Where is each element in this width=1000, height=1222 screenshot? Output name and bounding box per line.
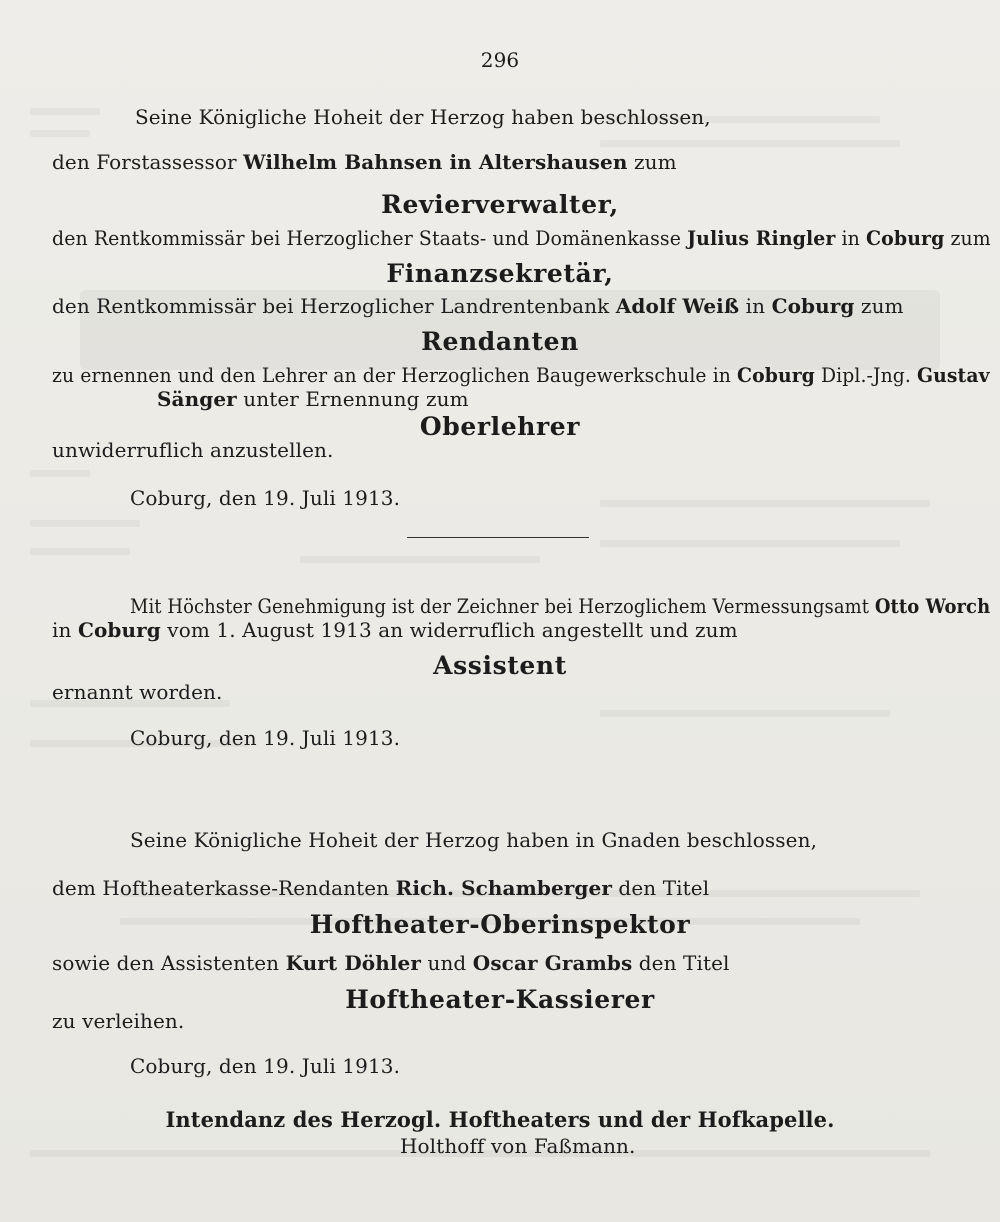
title-finanzsekretaer: Finanzsekretär, [386,259,614,288]
s1-date: Coburg, den 19. Juli 1913. [130,486,401,510]
s2-date: Coburg, den 19. Juli 1913. [130,726,401,750]
s3-line-4: zu verleihen. [52,1009,185,1033]
title-oberinspektor: Hoftheater-Oberinspektor [309,910,691,939]
s3-date: Coburg, den 19. Juli 1913. [130,1054,401,1078]
s2-line-3: ernannt worden. [52,680,223,704]
name-saenger-first: Gustav [917,363,990,387]
title-oberlehrer: Oberlehrer [419,412,581,441]
title-rendanten: Rendanten [421,327,579,356]
name-bahnsen: Wilhelm Bahnsen in Altershausen [243,150,628,174]
name-ringler: Julius Ringler [687,226,836,250]
s3-line-2: dem Hoftheaterkasse-Rendanten Rich. Schamberger den Titel [52,876,710,900]
title-assistent: Assistent [433,651,567,680]
page-number: 296 [480,48,520,72]
s1-line-3: den Rentkommissär bei Herzoglicher Staats- und Domänenkasse Julius Ringler in Coburg zum [52,226,991,250]
s2-line-1: Mit Höchster Genehmigung ist der Zeichner bei Herzoglichem Vermessungsamt Otto Worch [130,594,991,618]
title-revierverwalter: Revierverwalter, [381,190,619,219]
s3-line-3: sowie den Assistenten Kurt Döhler und Oscar Grambs den Titel [52,951,730,975]
name-doehler: Kurt Döhler [285,951,422,975]
s3-line-1: Seine Königliche Hoheit der Herzog haben in Gnaden beschlossen, [130,828,818,852]
s1-line-2: den Forstassessor Wilhelm Bahnsen in Altershausen zum [52,150,677,174]
s1-line-4: den Rentkommissär bei Herzoglicher Landrentenbank Adolf Weiß in Coburg zum [52,294,904,318]
s1-line-1: Seine Königliche Hoheit der Herzog haben beschlossen, [135,105,711,129]
s1-line-6: Sänger unter Ernennung zum [157,387,469,411]
name-saenger: Sänger [157,387,237,411]
name-worch: Otto Worch [874,594,991,618]
signature-intendanz: Intendanz des Herzogl. Hoftheaters und der Hofkapelle. [165,1107,835,1132]
s1-line-5: zu ernennen und den Lehrer an der Herzoglichen Baugewerkschule in Coburg Dipl.-Jng. Gustav [52,363,990,387]
s1-line-7: unwiderruflich anzustellen. [52,438,334,462]
name-weiss: Adolf Weiß [615,294,740,318]
title-kassierer: Hoftheater-Kassierer [345,985,655,1014]
name-grambs: Oscar Grambs [472,951,633,975]
section-divider [407,537,589,538]
name-schamberger: Rich. Schamberger [395,876,612,900]
s2-line-2: in Coburg vom 1. August 1913 an widerruflich angestellt und zum [52,618,738,642]
signature-name: Holthoff von Faßmann. [400,1134,636,1158]
